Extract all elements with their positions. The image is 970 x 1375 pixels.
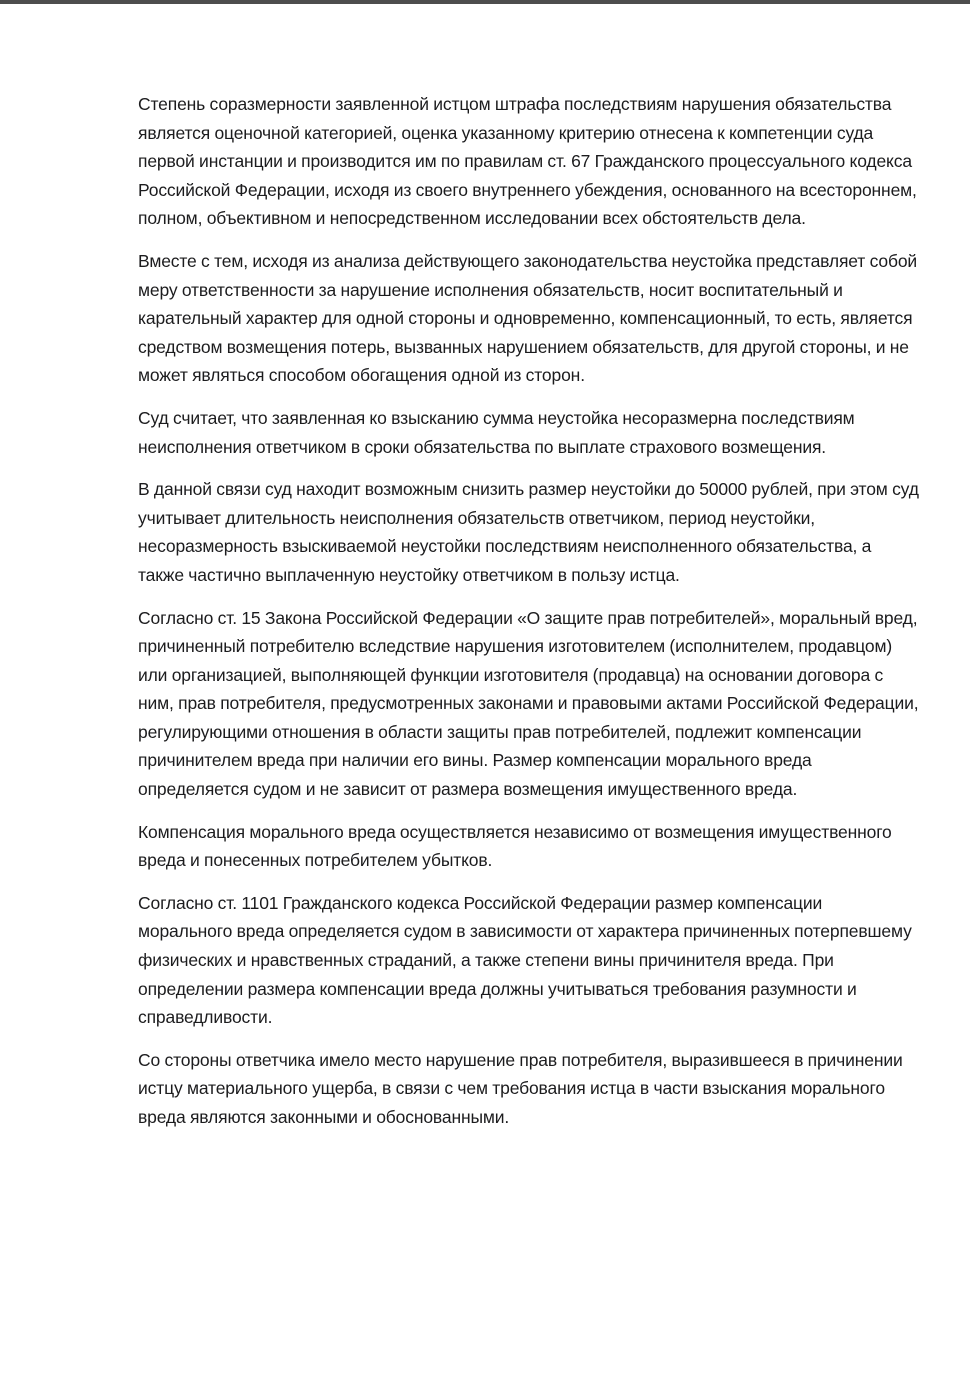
paragraph: Компенсация морального вреда осуществляется независимо от возмещения имущественного вреда и понесенных потребителем убытков. bbox=[138, 821, 892, 871]
paragraph: В данной связи суд находит возможным снизить размер неустойки до 50000 рублей, при этом суд учитывает длительность неисполнения обязательств ответчиком, период неустойки, несоразмерность взыскиваемой неустойки последствиям неисполненного обязательства, а также частично выплаченную неустойку ответчиком в пользу истца. bbox=[138, 479, 919, 585]
paragraph: Со стороны ответчика имело место нарушение прав потребителя, выразившееся в причинении истцу материального ущерба, в связи с чем требования истца в части взыскания морального вреда являются законными и обоснованными. bbox=[138, 1049, 903, 1127]
window-top-border bbox=[0, 0, 970, 4]
paragraph: Вместе с тем, исходя из анализа действующего законодательства неустойка представляет собой меру ответственности за нарушение исполнения обязательств, носит воспитательный и карательный характер для одной стороны и одновременно, компенсационный, то есть, является средством возмещения потерь, вызванных нарушением обязательств, для другой стороны, и не может являться способом обогащения одной из сторон. bbox=[138, 250, 918, 386]
document-page bbox=[138, 90, 920, 1146]
document-body bbox=[138, 90, 920, 1132]
paragraph: Суд считает, что заявленная ко взысканию сумма неустойка несоразмерна последствиям неисполнения ответчиком в сроки обязательства по выплате страхового возмещения. bbox=[138, 407, 855, 457]
paragraph: Согласно ст. 1101 Гражданского кодекса Российской Федерации размер компенсации морального вреда определяется судом в зависимости от характера причиненных потерпевшему физических и нравственных страданий, а также степени вины причинителя вреда. При определении размера компенсации вреда должны учитываться требования разумности и справедливости. bbox=[138, 892, 912, 1028]
paragraph: Согласно ст. 15 Закона Российской Федерации «О защите прав потребителей», моральный вред, причиненный потребителю вследствие нарушения изготовителем (исполнителем, продавцом) или организацией, выполняющей функции изготовителя (продавца) на основании договора с ним, прав потребителя, предусмотренных законами и правовыми актами Российской Федерации, регулирующими отношения в области защиты прав потребителей, подлежит компенсации причинителем вреда при наличии его вины. Размер компенсации морального вреда определяется судом и не зависит от размера возмещения имущественного вреда. bbox=[138, 607, 919, 800]
paragraph: Степень соразмерности заявленной истцом штрафа последствиям нарушения обязательства является оценочной категорией, оценка указанному критерию отнесена к компетенции суда первой инстанции и производится им по правилам ст. 67 Гражданского процессуального кодекса Российской Федерации, исходя из своего внутреннего убеждения, основанного на всестороннем, полном, объективном и непосредственном исследовании всех обстоятельств дела. bbox=[138, 94, 917, 229]
